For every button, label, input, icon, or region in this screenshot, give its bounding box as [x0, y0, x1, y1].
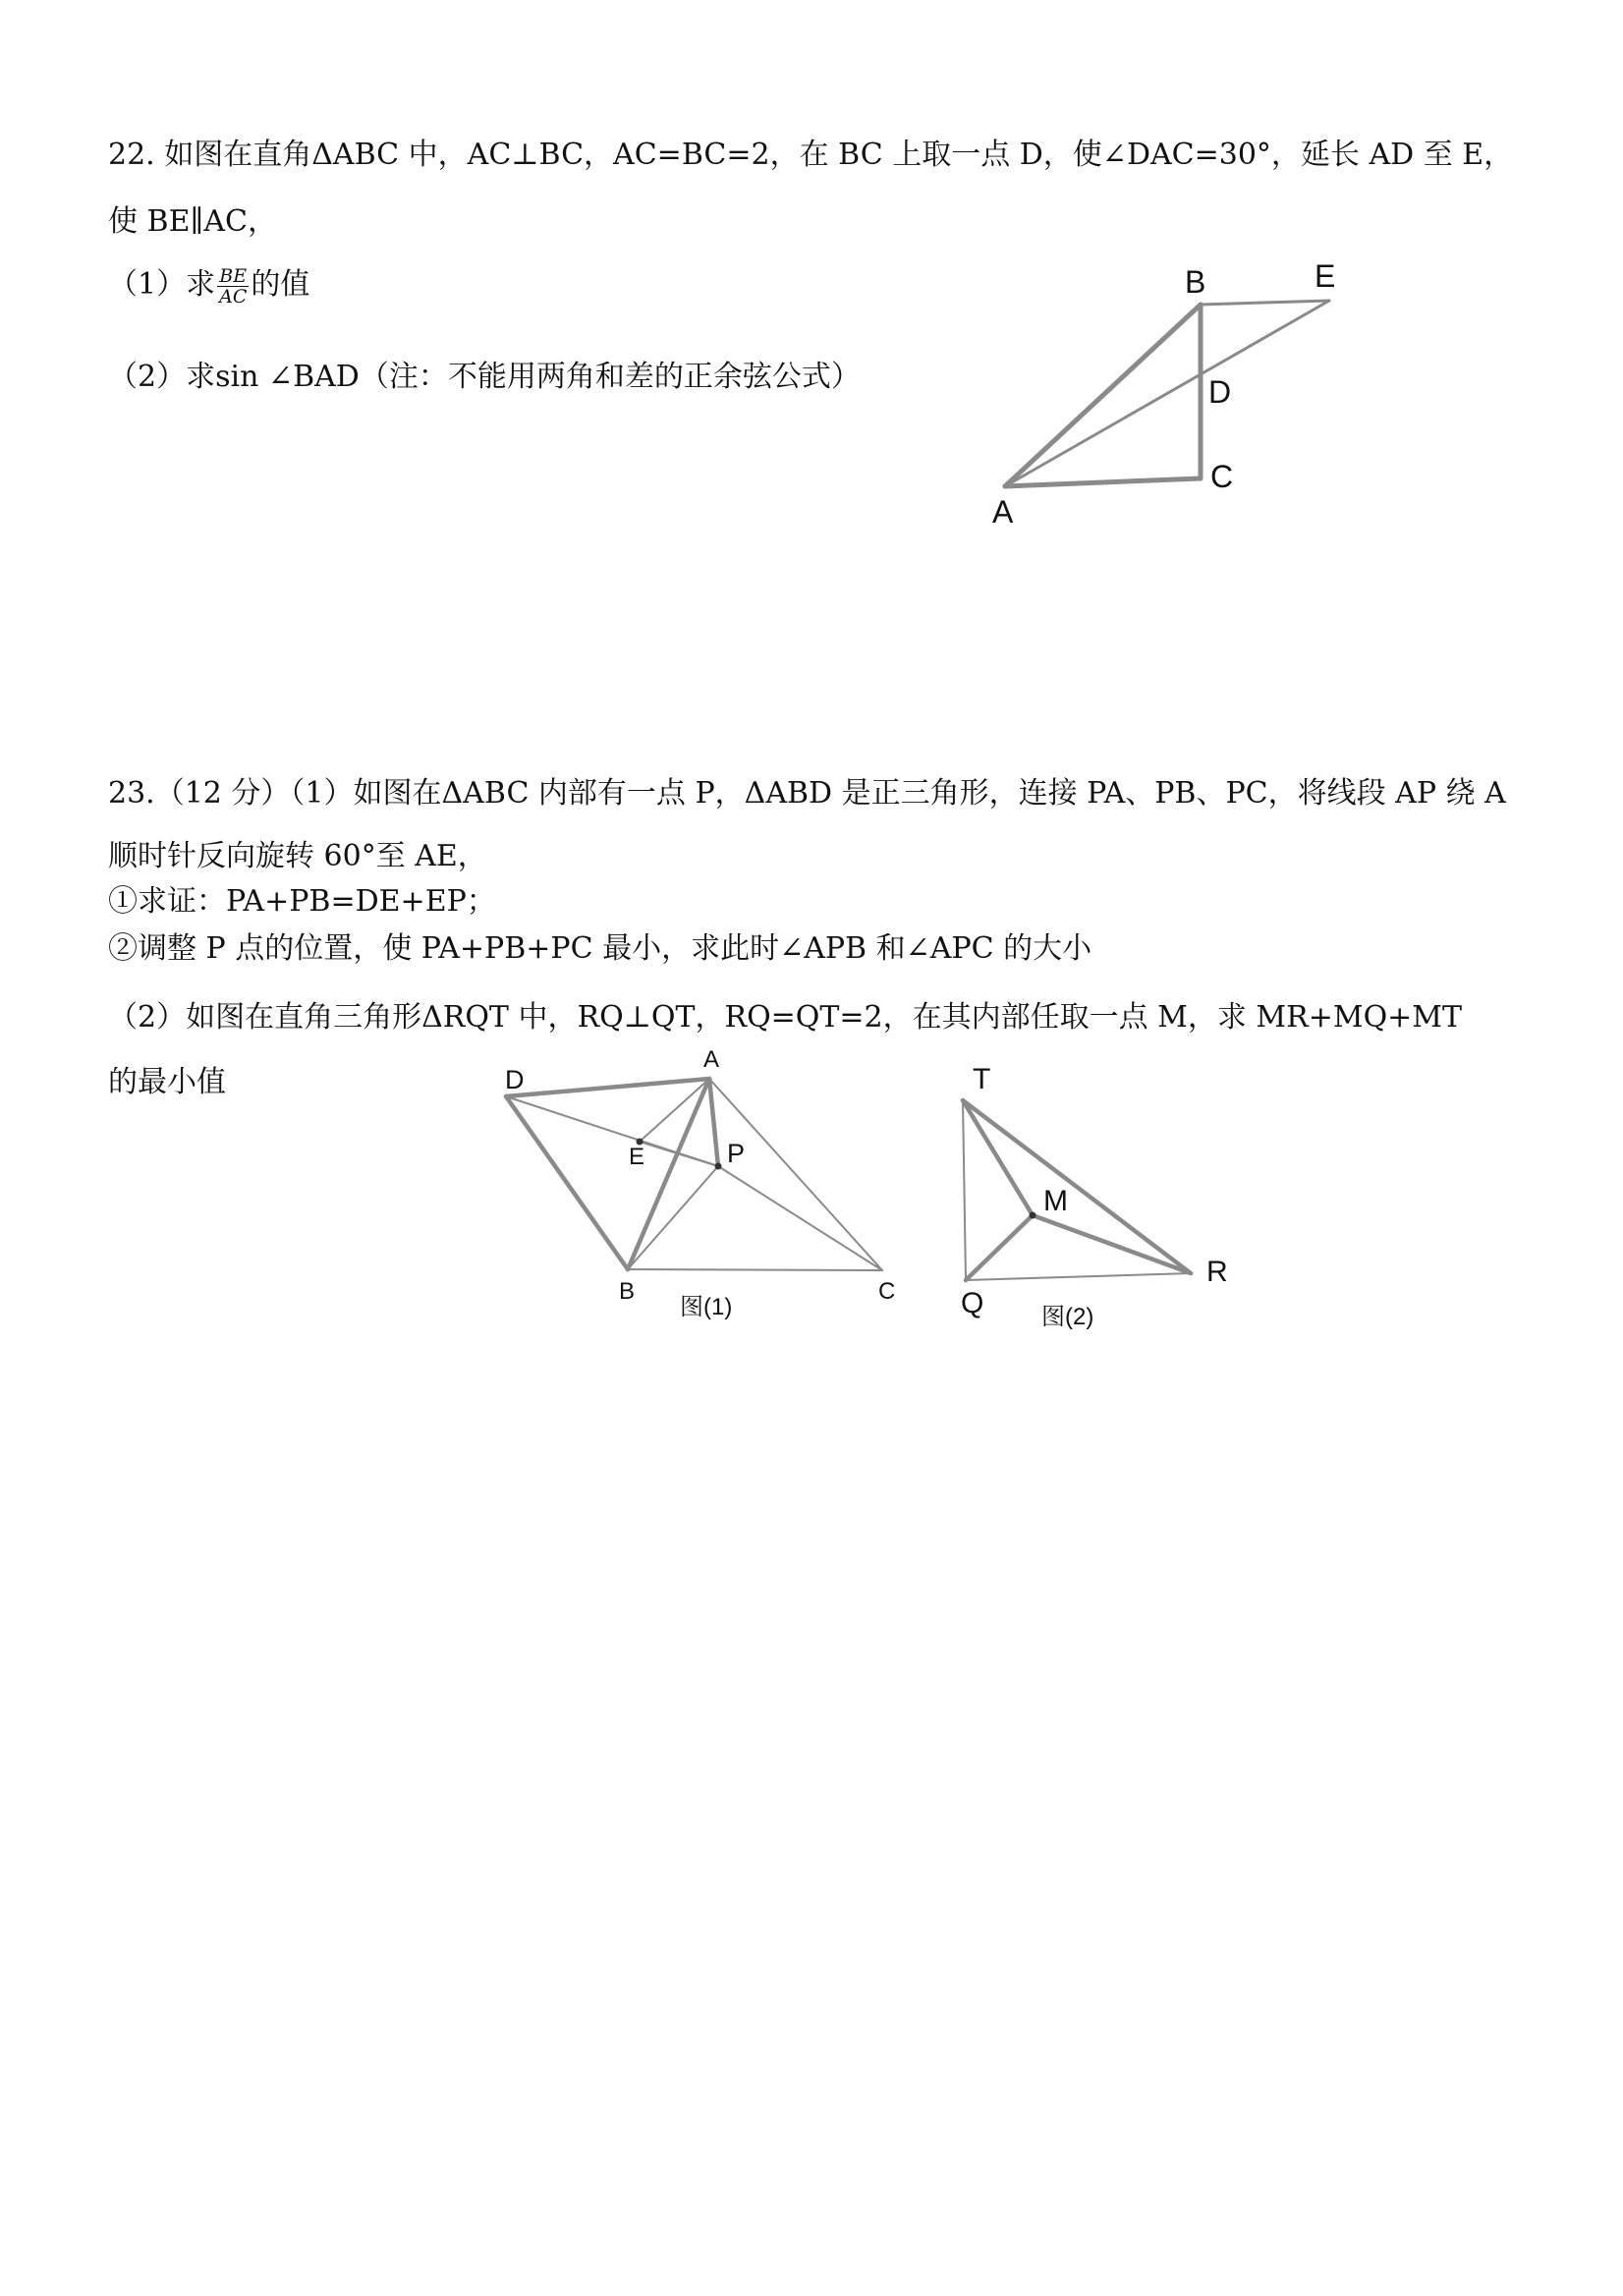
- q23-item2: ②调整 P 点的位置，使 PA+PB+PC 最小，求此时∠APB 和∠APC 的大小: [108, 931, 1092, 966]
- segment-ac: [1005, 478, 1201, 486]
- q23-part2-line1: （2）如图在直角三角形ΔRQT 中，RQ⊥QT，RQ=QT=2，在其内部任取一点 M，求 MR+MQ+MT: [108, 1000, 1463, 1035]
- segment-tm: [963, 1100, 1033, 1215]
- q22-part1-suffix: 的值: [251, 267, 310, 302]
- q23-figure-1: [481, 1041, 914, 1307]
- q22-line1: 22. 如图在直角ΔABC 中，AC⊥BC，AC=BC=2，在 BC 上取一点 D，使∠DAC=30°，延长 AD 至 E，: [108, 138, 1514, 172]
- segment-ae: [1005, 301, 1329, 486]
- label-a: A: [992, 494, 1014, 530]
- label-b: B: [1185, 264, 1206, 300]
- label-a: A: [703, 1046, 720, 1073]
- segment-ae: [640, 1079, 709, 1142]
- q23-item1: ①求证：PA+PB=DE+EP；: [108, 884, 496, 919]
- label-r: R: [1206, 1256, 1228, 1288]
- figure-2-caption: 图(2): [1041, 1304, 1094, 1330]
- q23-line1: 23.（12 分）（1）如图在ΔABC 内部有一点 P，ΔABD 是正三角形，连接 PA、PB、PC，将线段 AP 绕 A: [108, 776, 1506, 811]
- q23-line2: 顺时针反向旋转 60°至 AE，: [108, 839, 487, 873]
- q22-part1-prefix: （1）求: [108, 267, 216, 302]
- segment-bc: [628, 1269, 882, 1270]
- point-m: [1030, 1212, 1036, 1219]
- fraction-denominator: AC: [219, 285, 248, 308]
- segment-da: [506, 1079, 709, 1096]
- segment-qr: [966, 1273, 1191, 1280]
- label-t: T: [973, 1063, 991, 1095]
- segment-tq: [963, 1100, 966, 1280]
- label-c: C: [1210, 459, 1234, 494]
- label-e: E: [1315, 258, 1336, 294]
- segment-ab: [628, 1079, 709, 1269]
- q22-line2: 使 BE∥AC，: [108, 204, 277, 239]
- label-m: M: [1043, 1185, 1068, 1217]
- segment-be: [1201, 301, 1329, 305]
- label-d: D: [505, 1065, 525, 1094]
- segment-pb: [628, 1166, 718, 1269]
- figure-1-caption: 图(1): [680, 1294, 733, 1320]
- segment-ac: [709, 1079, 882, 1270]
- label-b: B: [619, 1278, 636, 1305]
- q22-part1: [108, 265, 309, 307]
- label-p: P: [727, 1139, 746, 1168]
- segment-ap: [709, 1079, 718, 1166]
- segment-ab: [1005, 305, 1201, 486]
- segment-mq: [966, 1215, 1033, 1280]
- q22-fraction: [217, 266, 249, 307]
- segment-db: [506, 1096, 628, 1269]
- q23-part2-line2: 的最小值: [108, 1065, 226, 1099]
- segment-mr: [1033, 1215, 1191, 1273]
- fraction-numerator: BE: [217, 266, 249, 287]
- label-c: C: [878, 1278, 896, 1305]
- segment-pc: [718, 1166, 882, 1270]
- q22-figure: [982, 246, 1395, 540]
- label-d: D: [1208, 374, 1232, 410]
- point-p: [715, 1163, 722, 1170]
- label-q: Q: [961, 1287, 984, 1319]
- label-e: E: [629, 1144, 645, 1170]
- q22-part2: （2）求sin ∠BAD（注：不能用两角和差的正余弦公式）: [108, 360, 861, 394]
